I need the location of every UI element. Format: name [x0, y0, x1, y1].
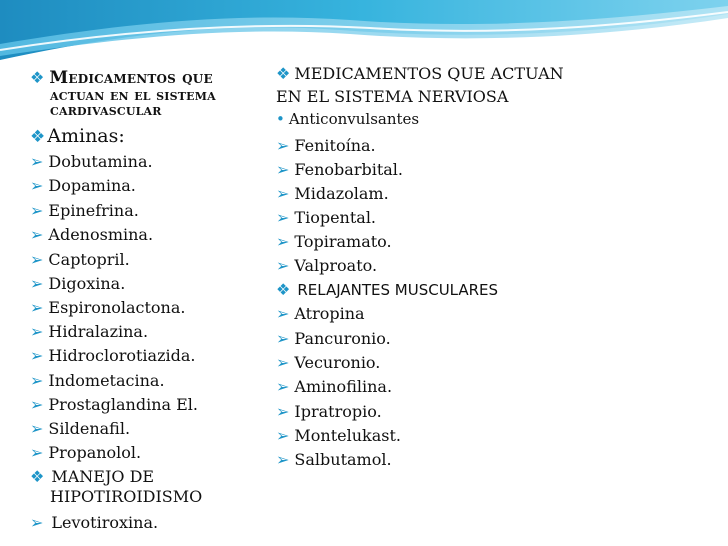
right-list-item: ➢ Tiopental.: [276, 208, 377, 227]
left-section2-item: ➢ Levotiroxina.: [30, 513, 159, 532]
arrow-bullet-icon: ➢: [276, 256, 290, 275]
arrow-bullet-icon: ➢: [276, 402, 290, 421]
right-list-item: ➢ Atropina: [276, 304, 365, 323]
right-list-item: ➢ Vecuronio.: [276, 353, 381, 372]
arrow-bullet-icon: ➢: [276, 353, 290, 372]
left-list-item: ➢ Prostaglandina El.: [30, 395, 199, 414]
right-subheading: • Anticonvulsantes: [276, 110, 420, 128]
arrow-bullet-icon: ➢: [30, 513, 44, 532]
left-list-item: ➢ Hidroclorotiazida.: [30, 346, 196, 365]
arrow-bullet-icon: ➢: [30, 346, 44, 365]
left-list-item: ➢ Captopril.: [30, 250, 130, 269]
arrow-bullet-icon: ➢: [30, 250, 44, 269]
diamond-bullet-icon: ❖: [276, 280, 291, 299]
diamond-bullet-icon: ❖: [30, 68, 45, 87]
arrow-bullet-icon: ➢: [276, 377, 290, 396]
left-heading-line3: cardivascular: [50, 101, 162, 119]
arrow-bullet-icon: ➢: [276, 184, 290, 203]
diamond-bullet-icon: ❖: [276, 64, 291, 83]
right-list-item: ➢ Salbutamol.: [276, 450, 392, 469]
arrow-bullet-icon: ➢: [30, 201, 44, 220]
right-list-item: ➢ Valproato.: [276, 256, 378, 275]
arrow-bullet-icon: ➢: [30, 274, 44, 293]
left-section2-heading-line2: HIPOTIROIDISMO: [50, 487, 203, 506]
left-subheading: ❖ Aminas:: [30, 125, 125, 147]
right-list-item: ➢ Fenobarbital.: [276, 160, 403, 179]
arrow-bullet-icon: ➢: [30, 419, 44, 438]
arrow-bullet-icon: ➢: [30, 443, 44, 462]
arrow-bullet-icon: ➢: [30, 322, 44, 341]
arrow-bullet-icon: ➢: [276, 208, 290, 227]
right-list-item: ➢ Midazolam.: [276, 184, 389, 203]
left-list-item: ➢ Propanolol.: [30, 443, 142, 462]
right-list-item: ➢ Montelukast.: [276, 426, 402, 445]
left-list-item: ➢ Hidralazina.: [30, 322, 149, 341]
right-list-item: ➢ Aminofilina.: [276, 377, 393, 396]
arrow-bullet-icon: ➢: [276, 136, 290, 155]
left-list-item: ➢ Sildenafil.: [30, 419, 131, 438]
arrow-bullet-icon: ➢: [276, 232, 290, 251]
left-list-item: ➢ Dopamina.: [30, 176, 136, 195]
left-section2-heading: ❖ MANEJO DE: [30, 467, 155, 486]
right-list-item: ➢ Topiramato.: [276, 232, 392, 251]
arrow-bullet-icon: ➢: [30, 176, 44, 195]
arrow-bullet-icon: ➢: [276, 450, 290, 469]
left-list-item: ➢ Adenosmina.: [30, 225, 154, 244]
right-section2-heading: ❖ RELAJANTES MUSCULARES: [276, 280, 499, 299]
arrow-bullet-icon: ➢: [276, 304, 290, 323]
right-heading-line1: ❖ MEDICAMENTOS QUE ACTUAN: [276, 64, 564, 83]
arrow-bullet-icon: ➢: [30, 152, 44, 171]
right-list-item: ➢ Ipratropio.: [276, 402, 382, 421]
right-heading-line2: EN EL SISTEMA NERVIOSA: [276, 87, 509, 106]
diamond-bullet-icon: ❖: [30, 127, 46, 147]
diamond-bullet-icon: ❖: [30, 467, 45, 486]
left-list-item: ➢ Dobutamina.: [30, 152, 153, 171]
arrow-bullet-icon: ➢: [30, 371, 44, 390]
arrow-bullet-icon: ➢: [30, 298, 44, 317]
left-heading-line2: actuan en el sistema: [50, 86, 216, 104]
arrow-bullet-icon: ➢: [30, 395, 44, 414]
dot-bullet-icon: •: [276, 110, 285, 128]
right-list-item: ➢ Pancuronio.: [276, 329, 391, 348]
left-list-item: ➢ Indometacina.: [30, 371, 165, 390]
left-list-item: ➢ Espironolactona.: [30, 298, 186, 317]
left-list-item: ➢ Epinefrina.: [30, 201, 139, 220]
left-heading-line1: ❖ Medicamentos que: [30, 68, 213, 88]
right-list-item: ➢ Fenitoína.: [276, 136, 376, 155]
arrow-bullet-icon: ➢: [276, 329, 290, 348]
arrow-bullet-icon: ➢: [30, 225, 44, 244]
left-list-item: ➢ Digoxina.: [30, 274, 126, 293]
arrow-bullet-icon: ➢: [276, 426, 290, 445]
arrow-bullet-icon: ➢: [276, 160, 290, 179]
